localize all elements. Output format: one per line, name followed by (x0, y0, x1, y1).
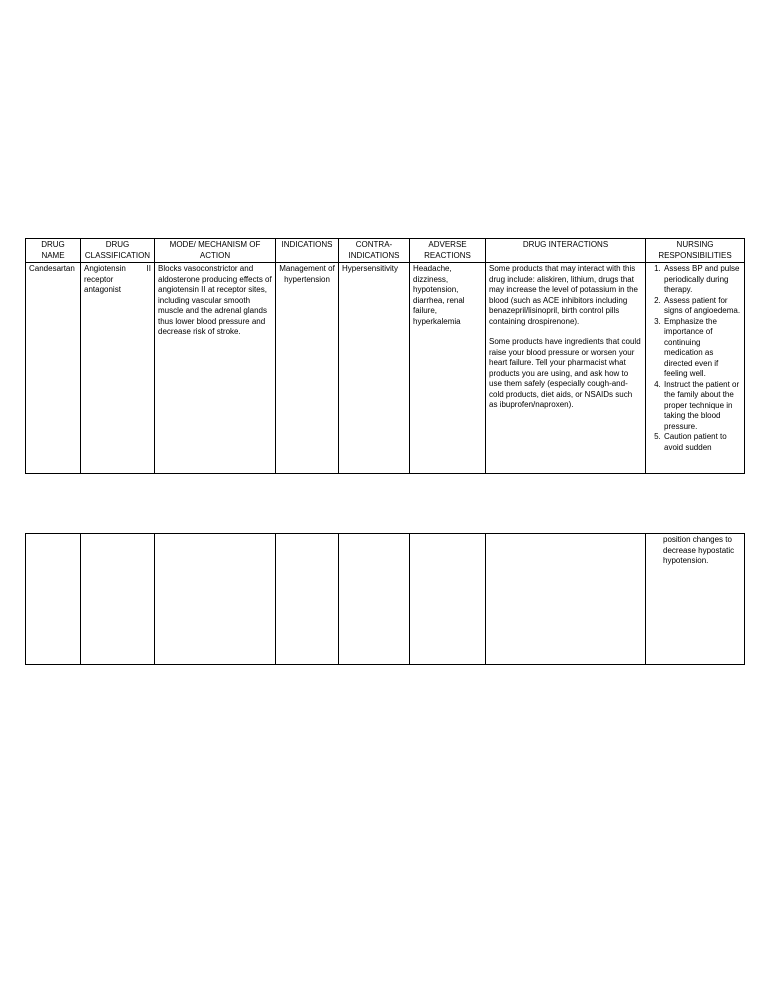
cell-drug-name: Candesartan (26, 263, 81, 474)
header-mechanism: MODE/ MECHANISM OF ACTION (155, 239, 276, 263)
classification-line (84, 264, 151, 275)
drug-study-table-continued (25, 533, 745, 665)
classification-part-a: Angiotensin (84, 264, 126, 273)
classification-part-c: receptor antagonist (84, 274, 121, 294)
interactions-paragraph-2: Some products have ingredients that could raise your blood pressure or worsen your heart failure. Tell your pharmacist what products you are using, and ask how to use them safely (especially cough-and-cold products, diet aids, or NSAIDs such as ibuprofen/naproxen). (489, 337, 641, 409)
nursing-item-5: 5. Caution patient to avoid sudden (663, 432, 741, 453)
cell-adverse-reactions: Headache, dizziness, hypotension, diarrhea, renal failure, hyperkalemia (410, 263, 486, 474)
cell-nursing-responsibilities (646, 263, 745, 474)
empty-cell (486, 534, 646, 665)
nursing-item-3: 3. Emphasize the importance of continuing medication as directed even if feeling well. (663, 317, 741, 380)
nursing-item-4: 4. Instruct the patient or the family about the proper technique in taking the blood pressure. (663, 380, 741, 433)
header-contraindications: CONTRA-INDICATIONS (339, 239, 410, 263)
table-row (26, 263, 745, 474)
nursing-list (649, 264, 741, 453)
empty-cell (81, 534, 155, 665)
cell-nursing-continued (646, 534, 745, 665)
cell-contraindications: Hypersensitivity (339, 263, 410, 474)
empty-cell (339, 534, 410, 665)
nursing-item-5-continued: position changes to decrease hypostatic hypotension. (663, 535, 735, 565)
drug-study-table (25, 238, 745, 474)
empty-cell (276, 534, 339, 665)
nursing-item-1: 1. Assess BP and pulse periodically during therapy. (663, 264, 741, 296)
table-header-row (26, 239, 745, 263)
cell-drug-interactions (486, 263, 646, 474)
header-indications: INDICATIONS (276, 239, 339, 263)
cell-drug-classification (81, 263, 155, 474)
table-row (26, 534, 745, 665)
header-drug-interactions: DRUG INTERACTIONS (486, 239, 646, 263)
nursing-item-2: 2. Assess patient for signs of angioedema. (663, 296, 741, 317)
header-adverse-reactions: ADVERSE REACTIONS (410, 239, 486, 263)
empty-cell (155, 534, 276, 665)
interactions-paragraph-1: Some products that may interact with this drug include: aliskiren, lithium, drugs that may increase the level of potassium in the blood (such as ACE inhibitors including benazepril/lisinopril, birth control pills containing drospirenone). (489, 264, 638, 326)
empty-cell (26, 534, 81, 665)
empty-cell (410, 534, 486, 665)
header-drug-classification: DRUG CLASSIFICATION (81, 239, 155, 263)
classification-part-b: II (146, 264, 151, 273)
header-drug-name: DRUG NAME (26, 239, 81, 263)
cell-mechanism: Blocks vasoconstrictor and aldosterone producing effects of angiotensin II at receptor sites, including vascular smooth muscle and the adrenal glands thus lower blood pressure and decrease risk of stroke. (155, 263, 276, 474)
header-nursing-responsibilities: NURSING RESPONSIBILITIES (646, 239, 745, 263)
cell-indications: Management of hypertension (276, 263, 339, 474)
